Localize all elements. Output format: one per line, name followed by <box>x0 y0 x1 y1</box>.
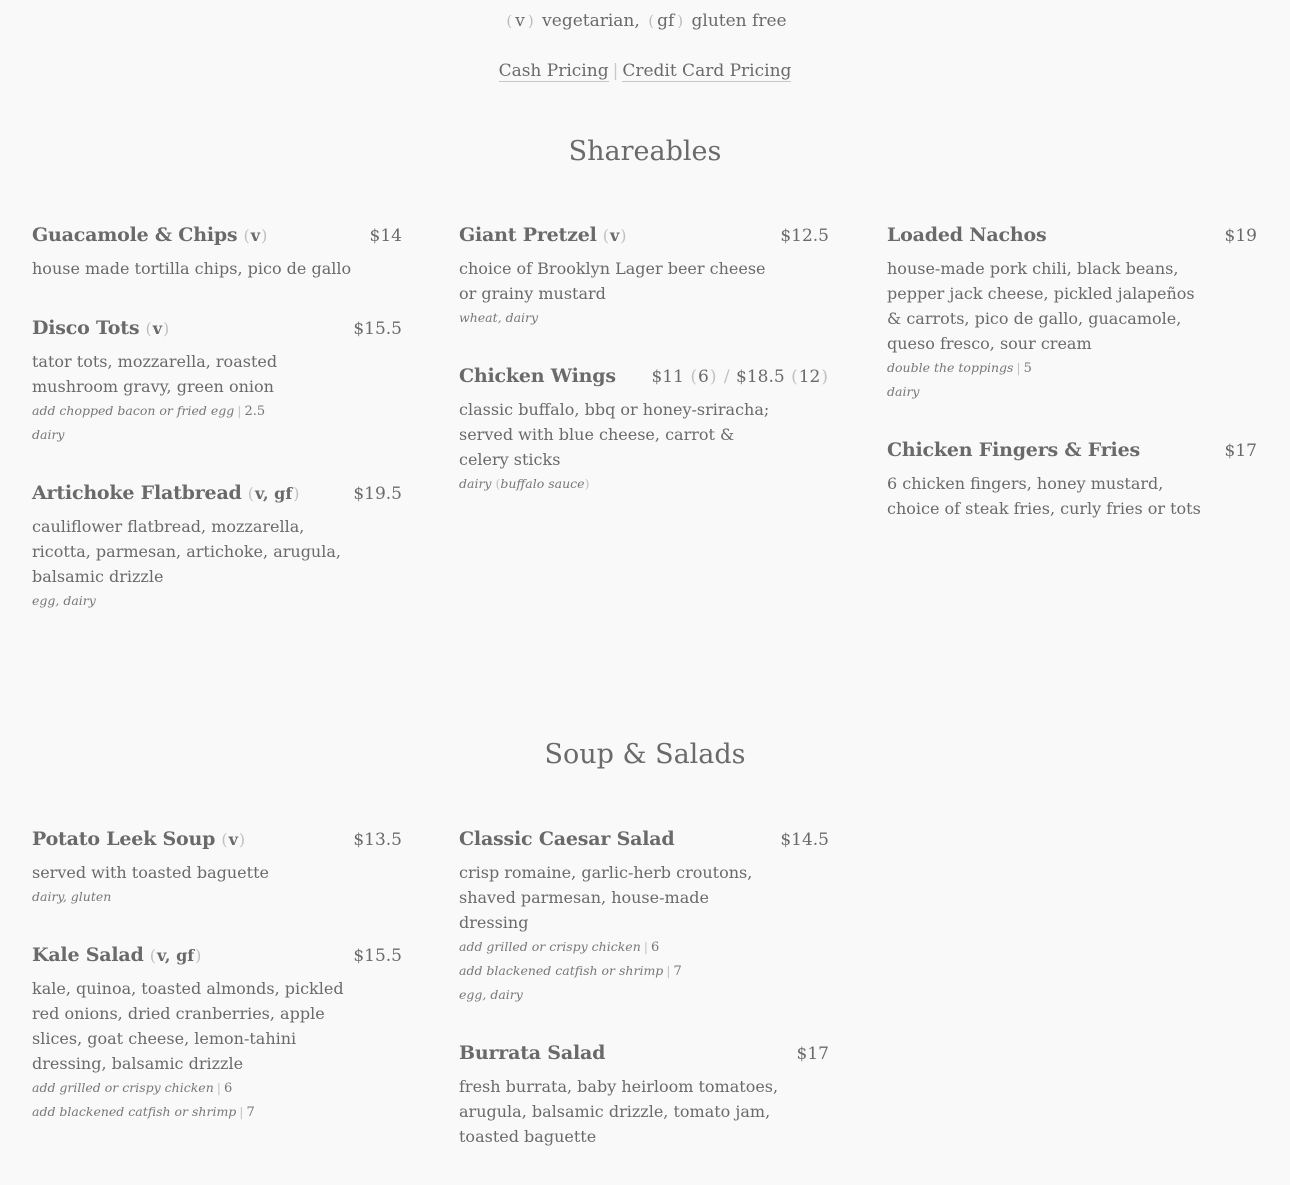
item-name: Guacamole & Chips <box>32 224 238 246</box>
item-price: $15.5 <box>353 946 402 966</box>
section-title-soup-salads: Soup & Salads <box>544 739 746 770</box>
item-price: $12.5 <box>780 226 829 246</box>
item-description: cauliflower flatbread, mozzarella, ricotta, parmesan, artichoke, arugula, balsamic drizzle <box>32 517 341 586</box>
item-allergens: dairy (buffalo sauce) <box>459 476 590 491</box>
menu-item-artichoke-flatbread <box>32 482 402 612</box>
dietary-tags: (v) <box>243 226 268 245</box>
item-name: Kale Salad <box>32 944 144 966</box>
dietary-tags: (v, gf) <box>247 484 300 503</box>
pricing-separator: | <box>612 61 619 81</box>
menu-item-classic-caesar-salad <box>459 828 829 1006</box>
menu-item-disco-tots <box>32 317 402 446</box>
item-name: Disco Tots <box>32 317 140 339</box>
legend-gf-tag: gf <box>657 11 675 31</box>
item-description: 6 chicken fingers, honey mustard, choice of steak fries, curly fries or tots <box>887 474 1201 518</box>
dietary-tags: (v, gf) <box>149 946 202 965</box>
shareables-column-2 <box>459 224 829 531</box>
item-allergens: dairy <box>32 427 65 442</box>
item-addon: add grilled or crispy chicken | 6 <box>32 1080 233 1096</box>
item-addon: add blackened catfish or shrimp | 7 <box>32 1104 255 1120</box>
item-name: Classic Caesar Salad <box>459 828 675 850</box>
item-description: served with toasted baguette <box>32 863 269 882</box>
item-description: choice of Brooklyn Lager beer cheese or grainy mustard <box>459 259 766 303</box>
item-description: tator tots, mozzarella, roasted mushroom gravy, green onion <box>32 352 278 396</box>
menu-item-burrata-salad <box>459 1042 829 1149</box>
item-description: house-made pork chili, black beans, pepper jack cheese, pickled jalapeños & carrots, pico de gallo, guacamole, queso fresco, sour cream <box>887 259 1195 353</box>
menu-item-guacamole <box>32 224 402 281</box>
menu-item-chicken-wings <box>459 365 829 495</box>
dietary-tags: (v) <box>602 226 627 245</box>
item-allergens: dairy <box>887 384 920 399</box>
item-allergens: egg, dairy <box>32 593 96 608</box>
item-name: Burrata Salad <box>459 1042 606 1064</box>
item-name: Artichoke Flatbread <box>32 482 242 504</box>
item-addon: add grilled or crispy chicken | 6 <box>459 939 660 955</box>
item-addon: double the toppings | 5 <box>887 360 1032 376</box>
item-allergens: wheat, dairy <box>459 310 539 325</box>
item-price: $15.5 <box>353 319 402 339</box>
item-price: $14.5 <box>780 830 829 850</box>
item-price: $19 <box>1224 226 1257 246</box>
credit-card-pricing-link[interactable]: Credit Card Pricing <box>622 61 792 81</box>
menu-item-loaded-nachos <box>887 224 1257 403</box>
item-allergens: egg, dairy <box>459 987 523 1002</box>
dietary-tags: (v) <box>145 319 170 338</box>
item-price: $11 (6) / $18.5 (12) <box>651 367 828 387</box>
item-name: Giant Pretzel <box>459 224 597 246</box>
shareables-column-3 <box>887 224 1257 557</box>
legend-gf-label: gluten free <box>691 11 787 31</box>
soup-salads-column-1 <box>32 828 402 1160</box>
pricing-toggle <box>0 58 1290 84</box>
menu-item-chicken-fingers <box>887 439 1257 521</box>
item-description: kale, quinoa, toasted almonds, pickled red onions, dried cranberries, apple slices, goat cheese, lemon-tahini dressing, balsamic drizzle <box>32 979 344 1073</box>
item-description: fresh burrata, baby heirloom tomatoes, arugula, balsamic drizzle, tomato jam, toasted baguette <box>459 1077 779 1146</box>
item-price: $17 <box>796 1044 829 1064</box>
item-price: $14 <box>369 226 402 246</box>
item-addon: add chopped bacon or fried egg | 2.5 <box>32 403 266 419</box>
legend-v-tag: v <box>515 11 525 31</box>
item-description: classic buffalo, bbq or honey-sriracha; served with blue cheese, carrot & celery sticks <box>459 400 770 469</box>
item-name: Chicken Fingers & Fries <box>887 439 1140 461</box>
menu-item-giant-pretzel <box>459 224 829 329</box>
item-price: $17 <box>1224 441 1257 461</box>
legend-v-label: vegetarian, <box>542 11 640 31</box>
item-name: Chicken Wings <box>459 365 616 387</box>
item-price: $13.5 <box>353 830 402 850</box>
item-name: Loaded Nachos <box>887 224 1047 246</box>
cash-pricing-link[interactable]: Cash Pricing <box>498 61 609 81</box>
item-addon: add blackened catfish or shrimp | 7 <box>459 963 682 979</box>
menu-item-potato-leek-soup <box>32 828 402 908</box>
soup-salads-column-2 <box>459 828 829 1185</box>
item-description: house made tortilla chips, pico de gallo <box>32 259 352 278</box>
menu-item-kale-salad <box>32 944 402 1124</box>
dietary-legend: ( v ) vegetarian, ( gf ) gluten free <box>506 11 787 31</box>
shareables-column-1 <box>32 224 402 648</box>
item-price: $19.5 <box>353 484 402 504</box>
section-title-shareables: Shareables <box>568 136 722 167</box>
item-name: Potato Leek Soup <box>32 828 216 850</box>
dietary-tags: (v) <box>221 830 246 849</box>
item-description: crisp romaine, garlic-herb croutons, shaved parmesan, house-made dressing <box>459 863 753 932</box>
item-allergens: dairy, gluten <box>32 889 112 904</box>
